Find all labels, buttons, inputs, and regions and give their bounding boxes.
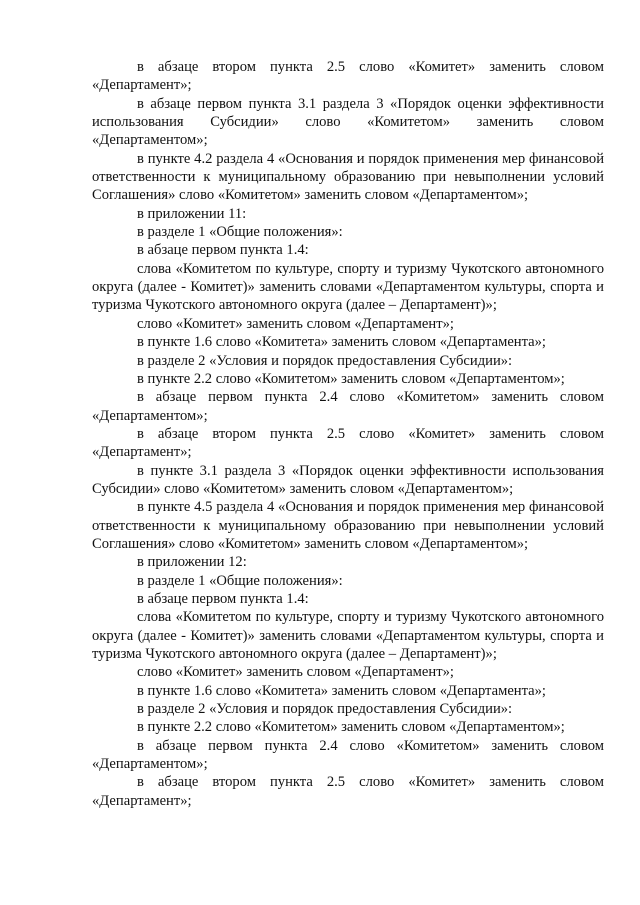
paragraph-10: в разделе 2 «Условия и порядок предоставления Субсидии»: xyxy=(137,352,513,369)
paragraph-2: в абзаце первом пункта 3.1 раздела 3 «Порядок оценки эффективности использования Субсидии» слово «Комитетом» заменить словом «Департаментом»; xyxy=(92,95,604,149)
paragraph-8: слово «Комитет» заменить словом «Департамент»; xyxy=(137,315,454,332)
paragraph-12: в абзаце первом пункта 2.4 слово «Комитетом» заменить словом «Департаментом»; xyxy=(92,389,604,424)
paragraph-17: в разделе 1 «Общие положения»: xyxy=(137,572,343,589)
paragraph-9: в пункте 1.6 слово «Комитета» заменить словом «Департамента»; xyxy=(137,334,546,351)
paragraph-25: в абзаце втором пункта 2.5 слово «Комитет» заменить словом «Департамент»; xyxy=(92,774,604,809)
paragraph-24: в абзаце первом пункта 2.4 слово «Комитетом» заменить словом «Департаментом»; xyxy=(92,737,604,773)
paragraph-5: в разделе 1 «Общие положения»: xyxy=(137,224,343,241)
paragraph-20: слово «Комитет» заменить словом «Департамент»; xyxy=(137,664,454,681)
paragraph-7: слова «Комитетом по культуре, спорту и туризму Чукотского автономного округа (далее - Комитет)» заменить словами «Департаментом культуры, спорта и туризма Чукотского автономного округа (далее – Департамент)»; xyxy=(92,260,604,314)
paragraph-6: в абзаце первом пункта 1.4: xyxy=(137,242,309,259)
paragraph-14: в пункте 3.1 раздела 3 «Порядок оценки эффективности использования Субсидии» слово «Комитетом» заменить словом «Департаментом»; xyxy=(92,462,604,497)
paragraph-16: в приложении 12: xyxy=(137,554,247,571)
paragraph-4: в приложении 11: xyxy=(137,205,247,222)
paragraph-22: в разделе 2 «Условия и порядок предоставления Субсидии»: xyxy=(137,701,513,718)
paragraph-21: в пункте 1.6 слово «Комитета» заменить словом «Департамента»; xyxy=(137,682,546,699)
paragraph-19: слова «Комитетом по культуре, спорту и туризму Чукотского автономного округа (далее - Комитет)» заменить словами «Департаментом культуры, спорта и туризма Чукотского автономного округа (далее – Департамент)»; xyxy=(92,609,604,662)
paragraph-18: в абзаце первом пункта 1.4: xyxy=(137,590,309,607)
paragraph-13: в абзаце втором пункта 2.5 слово «Комитет» заменить словом «Департамент»; xyxy=(92,425,604,461)
document-page xyxy=(92,58,604,810)
paragraph-23: в пункте 2.2 слово «Комитетом» заменить словом «Департаментом»; xyxy=(137,719,565,736)
paragraph-3: в пункте 4.2 раздела 4 «Основания и порядок применения мер финансовой ответственности к муниципальному образованию при невыполнении условий Соглашения» слово «Комитетом» заменить словом «Департаментом»; xyxy=(92,150,604,204)
paragraph-1: в абзаце втором пункта 2.5 слово «Комитет» заменить словом «Департамент»; xyxy=(92,59,604,94)
paragraph-15: в пункте 4.5 раздела 4 «Основания и порядок применения мер финансовой ответственности к муниципальному образованию при невыполнении условий Соглашения» слово «Комитетом» заменить словом «Департаментом»; xyxy=(92,499,604,552)
paragraph-11: в пункте 2.2 слово «Комитетом» заменить словом «Департаментом»; xyxy=(137,370,565,387)
